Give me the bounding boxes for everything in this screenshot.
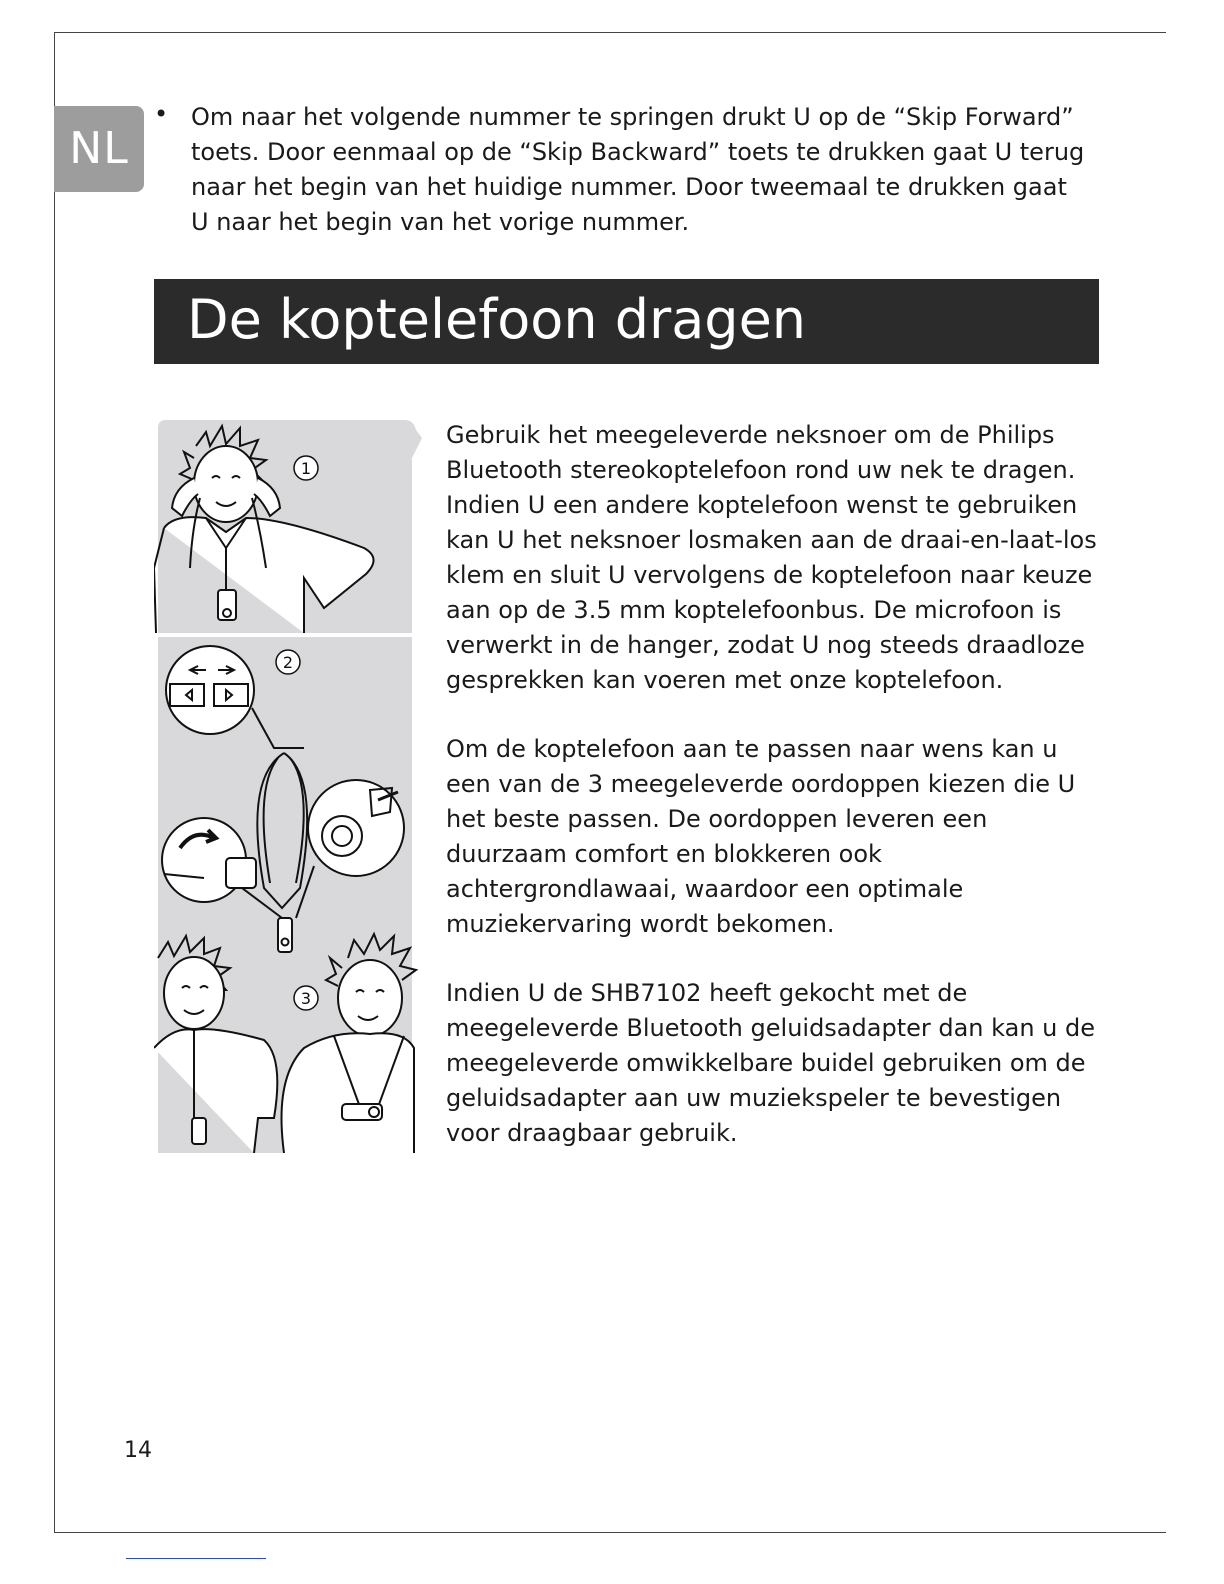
bottom-rule <box>126 1558 266 1559</box>
paragraph-earbuds: Om de koptelefoon aan te passen naar wens kan u een van de 3 meegeleverde oordoppen kiezen die U het beste passen. De oordoppen leveren een duurzaam comfort en blokkeren ook achtergrondlawaai, waardoor een optimale muziekervaring wordt bekomen. <box>446 735 1076 938</box>
paragraph-adapter: Indien U de SHB7102 heeft gekocht met de meegeleverde Bluetooth geluidsadapter dan kan u de meegeleverde omwikkelbare buidel gebruiken om de geluidsadapter aan uw muziekspeler te bevestigen voor draagbaar gebruik. <box>446 979 1096 1147</box>
headphone-wearing-illustration <box>154 418 444 1153</box>
step-3-label: 3 <box>300 989 312 1008</box>
body-text-column <box>446 418 1106 1185</box>
page-frame-top <box>54 32 1166 33</box>
bullet-marker: • <box>154 100 169 128</box>
step-1-label: 1 <box>300 459 312 478</box>
paragraph-neck-cord: Gebruik het meegeleverde neksnoer om de Philips Bluetooth stereokoptelefoon rond uw nek te dragen. Indien U een andere koptelefoon wenst te gebruiken kan U het neksnoer losmaken aan de draai-en-laat-los klem en sluit U vervolgens de koptelefoon naar keuze aan op de 3.5 mm koptelefoonbus. De microfoon is verwerkt in de hanger, zodat U nog steeds draadloze gesprekken kan voeren met onze koptelefoon. <box>446 421 1097 694</box>
section-heading-bar <box>154 279 1099 364</box>
step-2-label: 2 <box>282 653 294 672</box>
page-number: 14 <box>124 1438 152 1463</box>
page-frame-left <box>54 32 55 1532</box>
bullet-text: Om naar het volgende nummer te springen drukt U op de “Skip Forward” toets. Door eenmaal op de “Skip Backward” toets te drukken gaat U terug naar het begin van het huidige nummer. Door tweemaal te drukken gaat U naar het begin van het vorige nummer. <box>191 103 1085 236</box>
section-title: De koptelefoon dragen <box>187 288 807 351</box>
language-tab: NL <box>54 106 144 192</box>
page-frame-bottom <box>54 1532 1166 1533</box>
panel-divider <box>154 633 412 637</box>
